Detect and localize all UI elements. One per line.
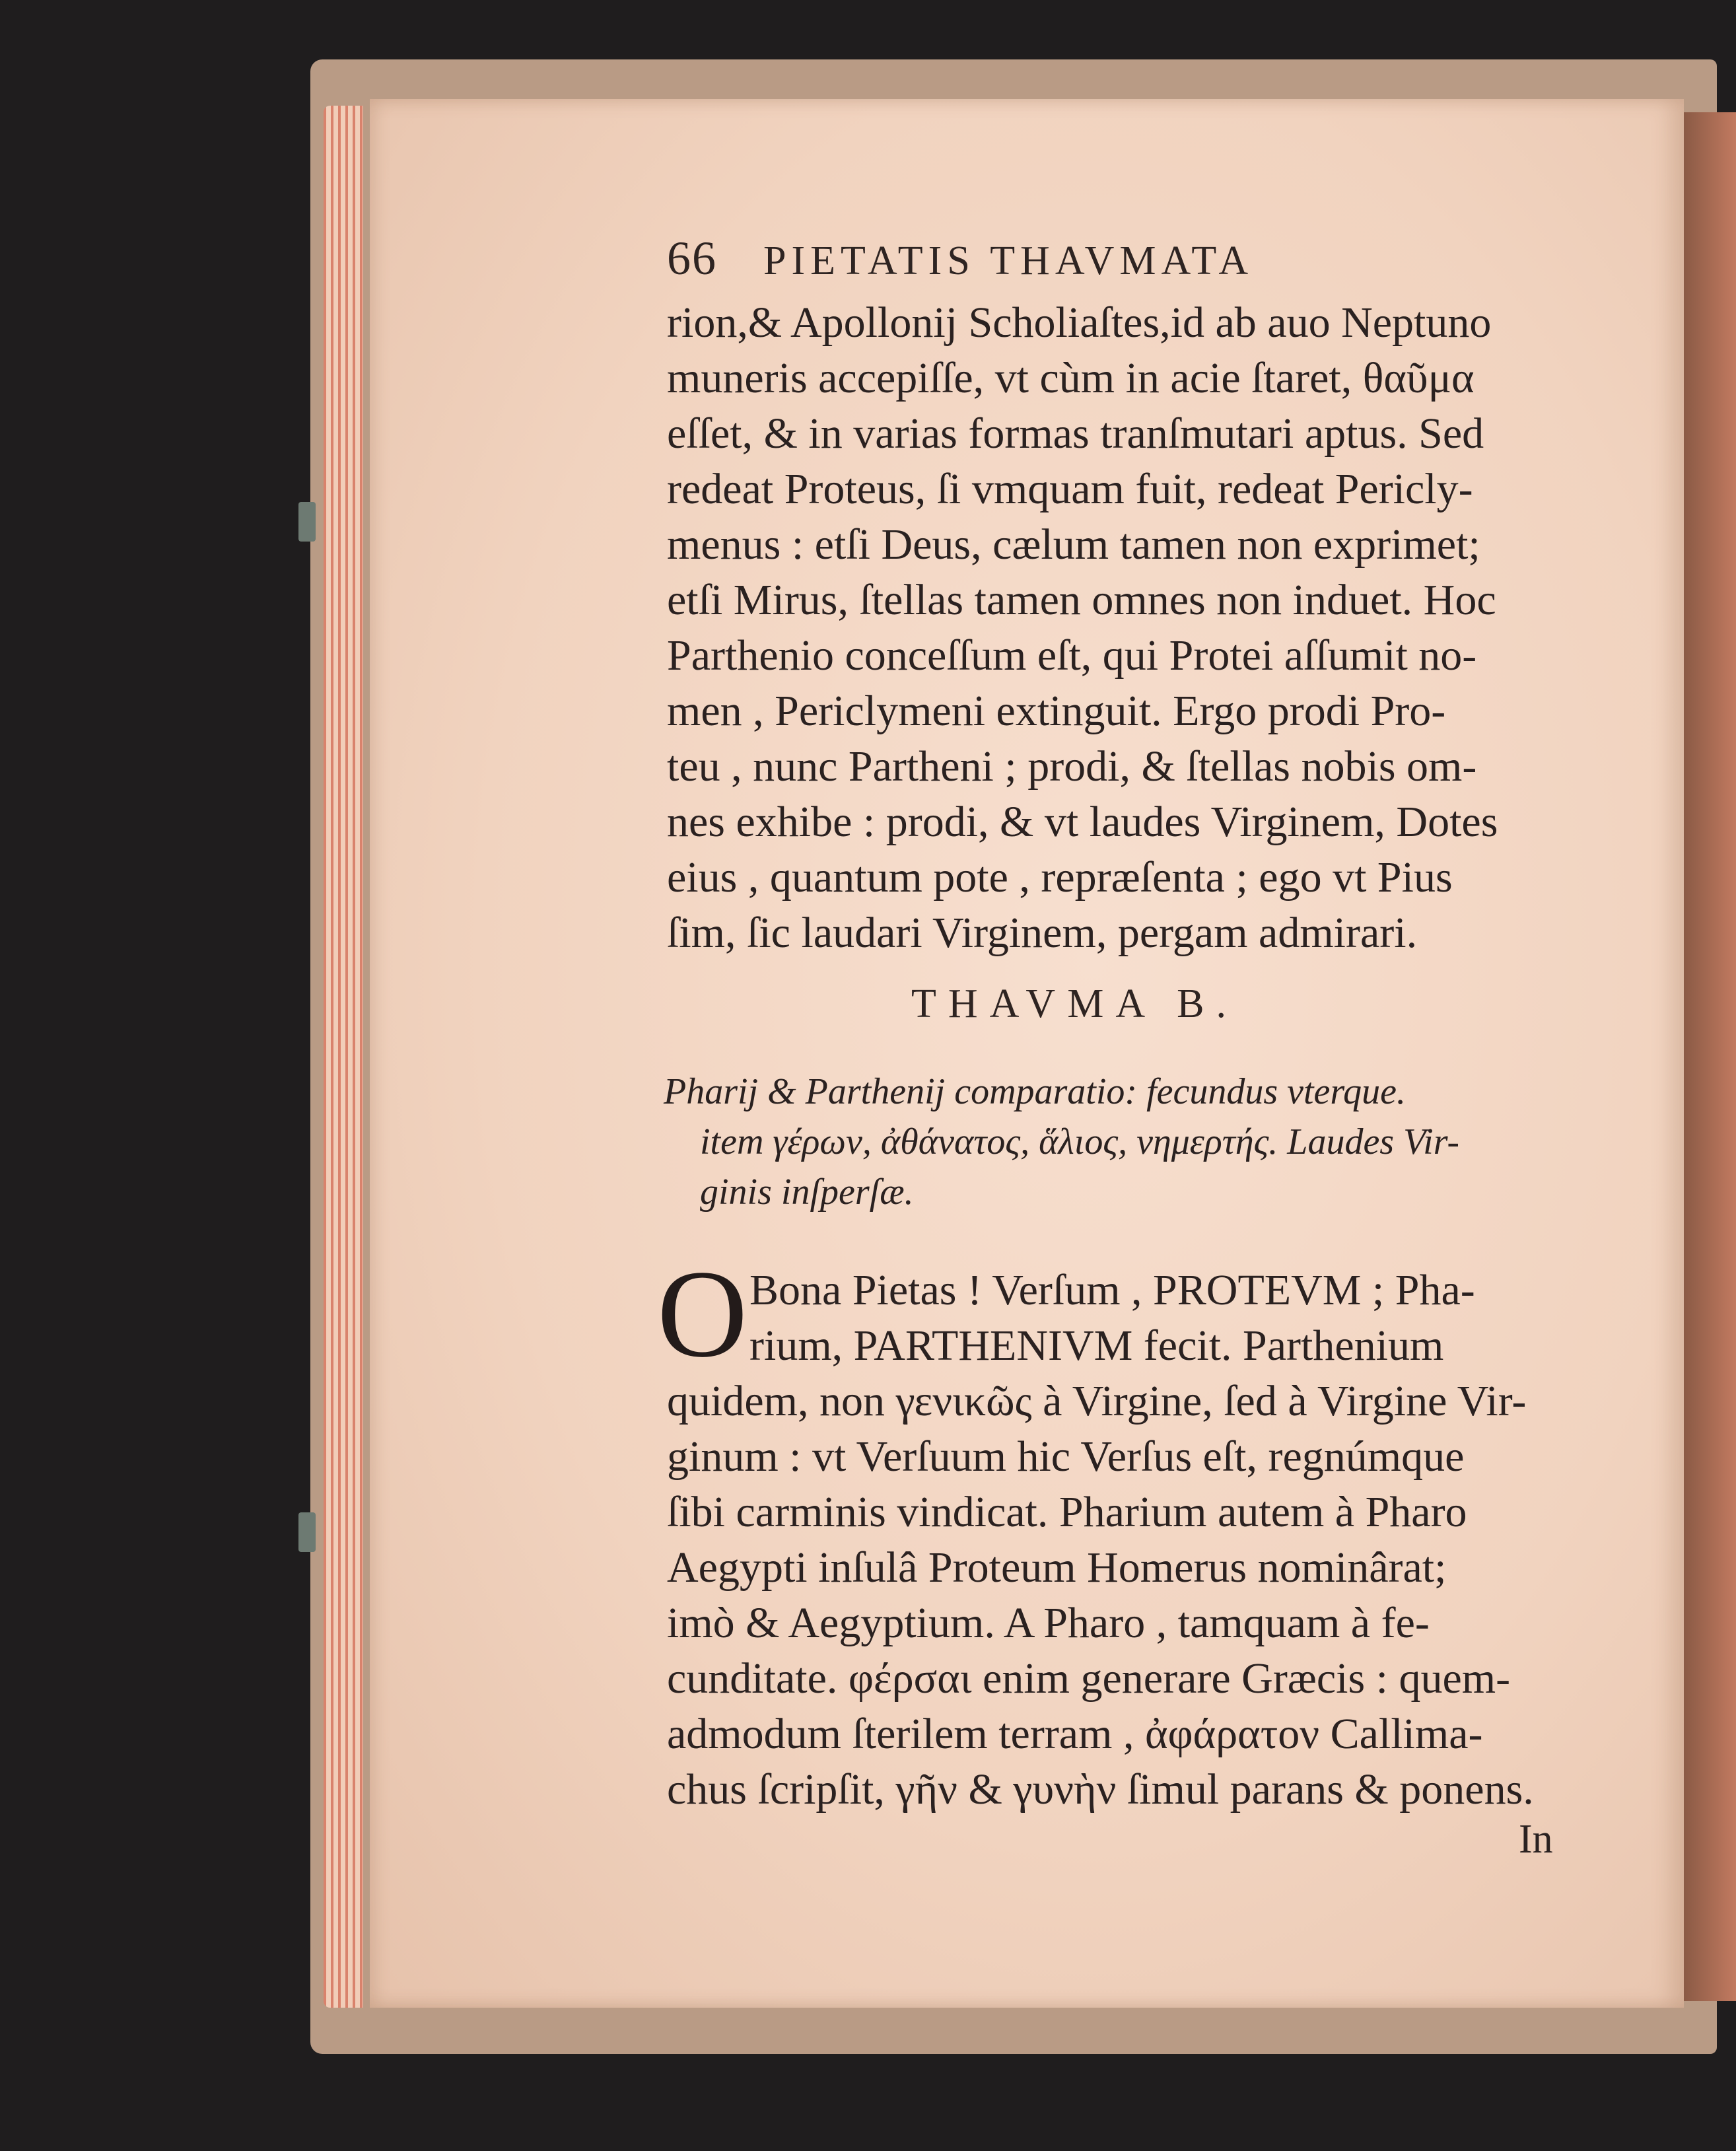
text-line: eius , quantum pote , repræſenta ; ego vt Pius: [667, 853, 1453, 901]
text-line: rium, PARTHENIVM fecit. Parthenium: [749, 1322, 1444, 1370]
text-line: chus ſcripſit, γῆν & γυνὴν ſimul parans & ponens.: [667, 1765, 1534, 1814]
text-line: rion,& Apollonij Scholiaſtes,id ab auo Neptuno: [667, 299, 1492, 347]
section-title: THAVMA B.: [911, 981, 1239, 1026]
page-stack-edge: [324, 106, 363, 2008]
drop-capital: O: [657, 1245, 748, 1384]
text-line: ginum : vt Verſuum hic Verſus eſt, regnúmque: [667, 1432, 1465, 1481]
running-title: PIETATIS THAVMATA: [763, 238, 1254, 283]
text-line: admodum ſterilem terram , ἀφάρατον Callima-: [667, 1710, 1483, 1758]
text-line: cunditate. φέρσαι enim generare Græcis : quem-: [667, 1654, 1511, 1703]
catchword: In: [1519, 1817, 1553, 1862]
text-line: menus : etſi Deus, cælum tamen non exprimet;: [667, 520, 1480, 569]
summary-line: Pharij & Parthenij comparatio: fecundus vterque.: [664, 1071, 1406, 1112]
text-line: Bona Pietas ! Verſum , PROTEVM ; Pha-: [749, 1266, 1475, 1314]
clasp-bottom: [298, 1512, 316, 1552]
text-line: ſim, ſic laudari Virginem, pergam admirari.: [667, 909, 1418, 957]
summary-line: ginis inſperſæ.: [700, 1172, 914, 1213]
text-line: Aegypti inſulâ Proteum Homerus nominârat;: [667, 1543, 1447, 1592]
text-line: quidem, non γενικῶς à Virgine, ſed à Virgine Vir-: [667, 1377, 1527, 1425]
text-line: redeat Proteus, ſi vmquam fuit, redeat Pericly-: [667, 465, 1473, 513]
text-line: muneris accepiſſe, vt cùm in acie ſtaret, θαῦμα: [667, 354, 1475, 402]
text-line: Parthenio conceſſum eſt, qui Protei aſſumit no-: [667, 631, 1477, 680]
text-line: men , Periclymeni extinguit. Ergo prodi Pro-: [667, 687, 1446, 735]
running-header: [667, 231, 1578, 291]
text-line: ſibi carminis vindicat. Pharium autem à Pharo: [667, 1488, 1467, 1536]
text-line: nes exhibe : prodi, & vt laudes Virginem, Dotes: [667, 798, 1498, 846]
text-line: imò & Aegyptium. A Pharo , tamquam à fe-: [667, 1599, 1430, 1647]
text-line: eſſet, & in varias formas tranſmutari aptus. Sed: [667, 409, 1484, 458]
clasp-top: [298, 502, 316, 542]
summary-line: item γέρων, ἀθάνατος, ἅλιος, νημερτής. Laudes Vir-: [700, 1121, 1460, 1162]
text-line: teu , nunc Partheni ; prodi, & ſtellas nobis om-: [667, 742, 1477, 791]
text-line: etſi Mirus, ſtellas tamen omnes non induet. Hoc: [667, 576, 1496, 624]
facing-page-edge: [1684, 112, 1736, 2001]
page-number: 66: [667, 232, 717, 285]
